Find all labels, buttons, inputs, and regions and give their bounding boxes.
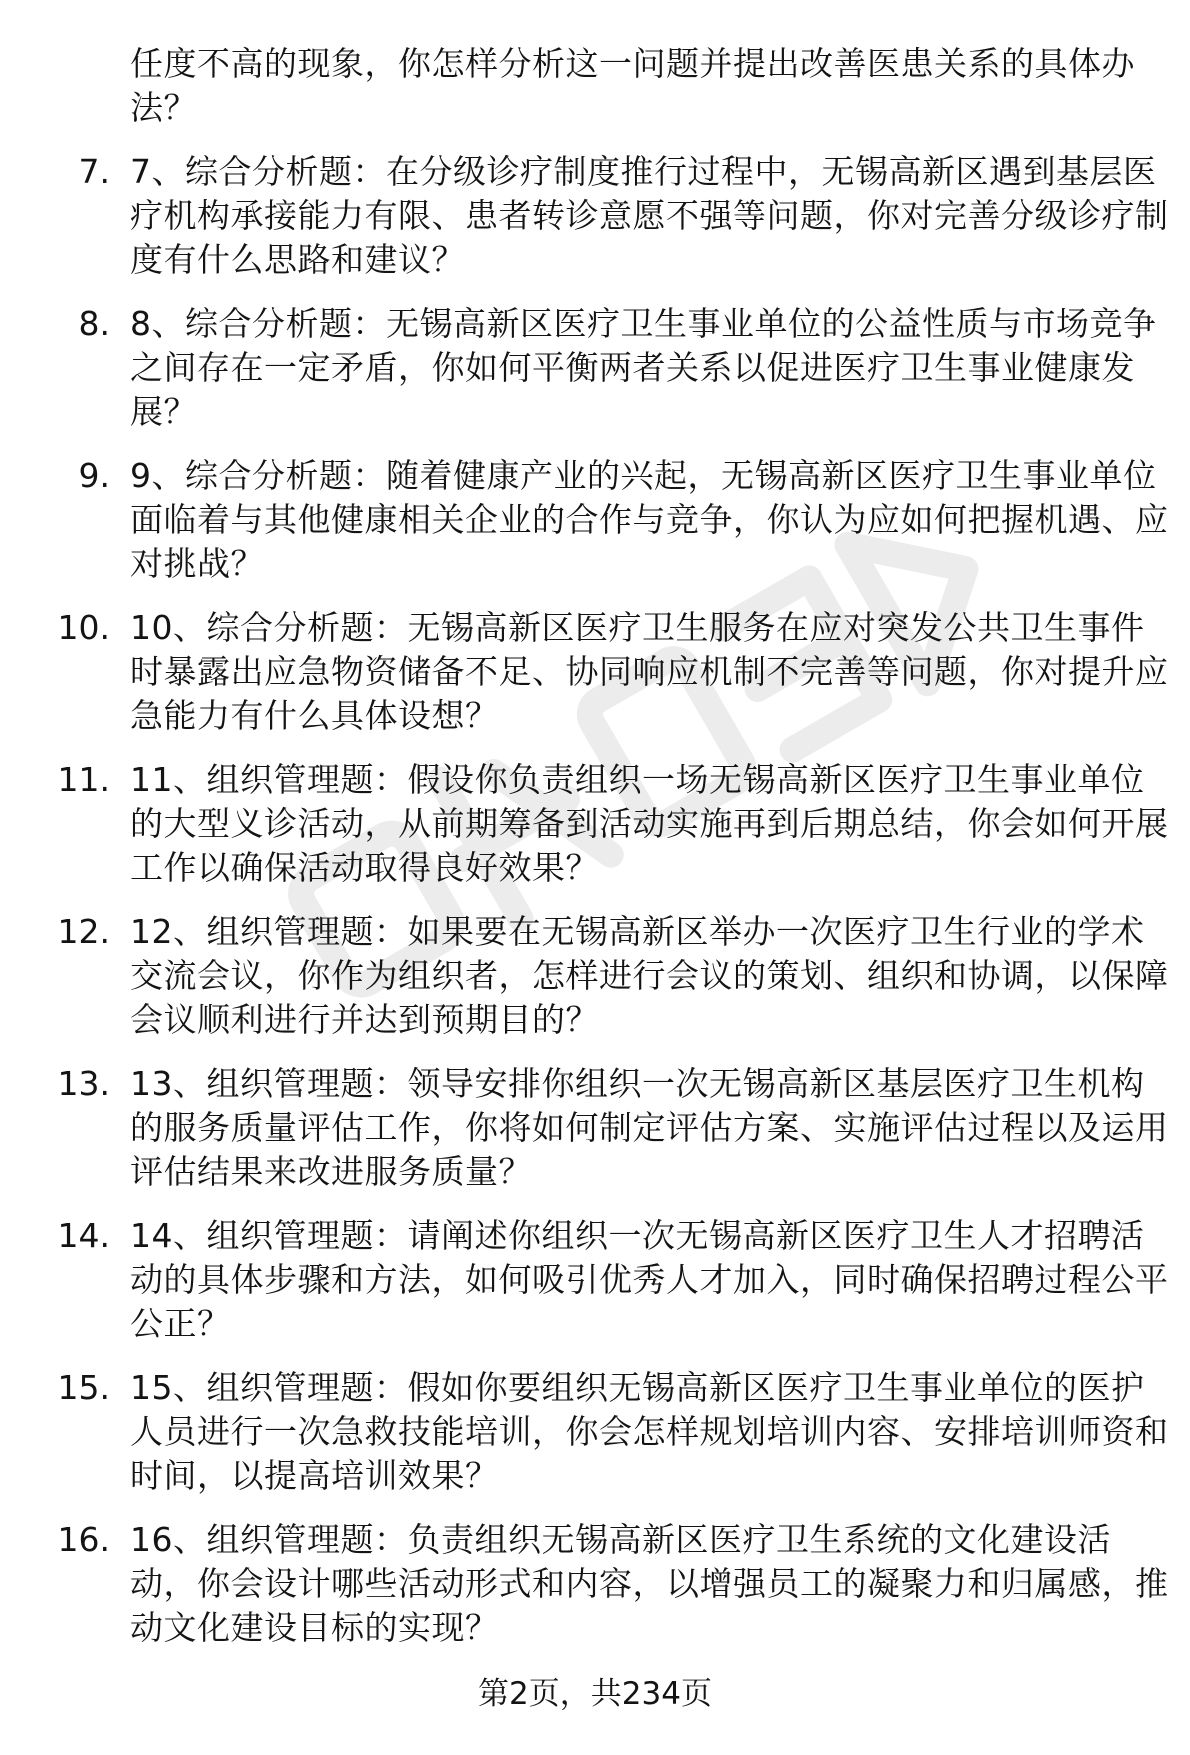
- list-item: [0, 758, 1190, 890]
- list-item: [0, 1518, 1190, 1650]
- question-text: 8、综合分析题：无锡高新区医疗卫生事业单位的公益性质与市场竞争之间存在一定矛盾，你如何平衡两者关系以促进医疗卫生事业健康发展？: [130, 304, 1157, 431]
- list-item: [0, 150, 1190, 282]
- list-item: [0, 910, 1190, 1042]
- list-item: [0, 606, 1190, 738]
- question-text: 15、组织管理题：假如你要组织无锡高新区医疗卫生事业单位的医护人员进行一次急救技能培训，你会怎样规划培训内容、安排培训师资和时间，以提高培训效果？: [130, 1368, 1169, 1495]
- list-item: [0, 1366, 1190, 1498]
- list-item: [0, 1214, 1190, 1346]
- question-text: 14、组织管理题：请阐述你组织一次无锡高新区医疗卫生人才招聘活动的具体步骤和方法，如何吸引优秀人才加入，同时确保招聘过程公平公正？: [130, 1216, 1169, 1343]
- question-text: 7、综合分析题：在分级诊疗制度推行过程中，无锡高新区遇到基层医疗机构承接能力有限、患者转诊意愿不强等问题，你对完善分级诊疗制度有什么思路和建议？: [130, 152, 1169, 279]
- question-text: 12、组织管理题：如果要在无锡高新区举办一次医疗卫生行业的学术交流会议，你作为组织者，怎样进行会议的策划、组织和协调，以保障会议顺利进行并达到预期目的？: [130, 912, 1169, 1039]
- question-list: [0, 42, 1190, 1650]
- question-text: 9、综合分析题：随着健康产业的兴起，无锡高新区医疗卫生事业单位面临着与其他健康相关企业的合作与竞争，你认为应如何把握机遇、应对挑战？: [130, 456, 1169, 583]
- question-text: 11、组织管理题：假设你负责组织一场无锡高新区医疗卫生事业单位的大型义诊活动，从前期筹备到活动实施再到后期总结，你会如何开展工作以确保活动取得良好效果？: [130, 760, 1169, 887]
- list-number: 11.: [57, 760, 110, 799]
- list-number: 8.: [78, 304, 110, 343]
- page-footer: 第2页，共234页: [478, 1676, 712, 1712]
- list-item: [0, 302, 1190, 434]
- list-number: 16.: [57, 1520, 110, 1559]
- list-item-continuation: [0, 42, 1190, 130]
- list-number: 9.: [78, 456, 110, 495]
- list-number: 15.: [57, 1368, 110, 1407]
- list-number: 13.: [57, 1064, 110, 1103]
- list-number: 7.: [78, 152, 110, 191]
- list-item: [0, 1062, 1190, 1194]
- question-text: 13、组织管理题：领导安排你组织一次无锡高新区基层医疗卫生机构的服务质量评估工作，你将如何制定评估方案、实施评估过程以及运用评估结果来改进服务质量？: [130, 1064, 1169, 1191]
- list-number: 14.: [57, 1216, 110, 1255]
- question-text: 10、综合分析题：无锡高新区医疗卫生服务在应对突发公共卫生事件时暴露出应急物资储备不足、协同响应机制不完善等问题，你对提升应急能力有什么具体设想？: [130, 608, 1169, 735]
- list-number: 10.: [57, 608, 110, 647]
- list-item: [0, 454, 1190, 586]
- question-continuation-text: 任度不高的现象，你怎样分析这一问题并提出改善医患关系的具体办法？: [130, 44, 1135, 127]
- question-text: 16、组织管理题：负责组织无锡高新区医疗卫生系统的文化建设活动，你会设计哪些活动形式和内容，以增强员工的凝聚力和归属感，推动文化建设目标的实现？: [130, 1520, 1169, 1647]
- list-number: 12.: [57, 912, 110, 951]
